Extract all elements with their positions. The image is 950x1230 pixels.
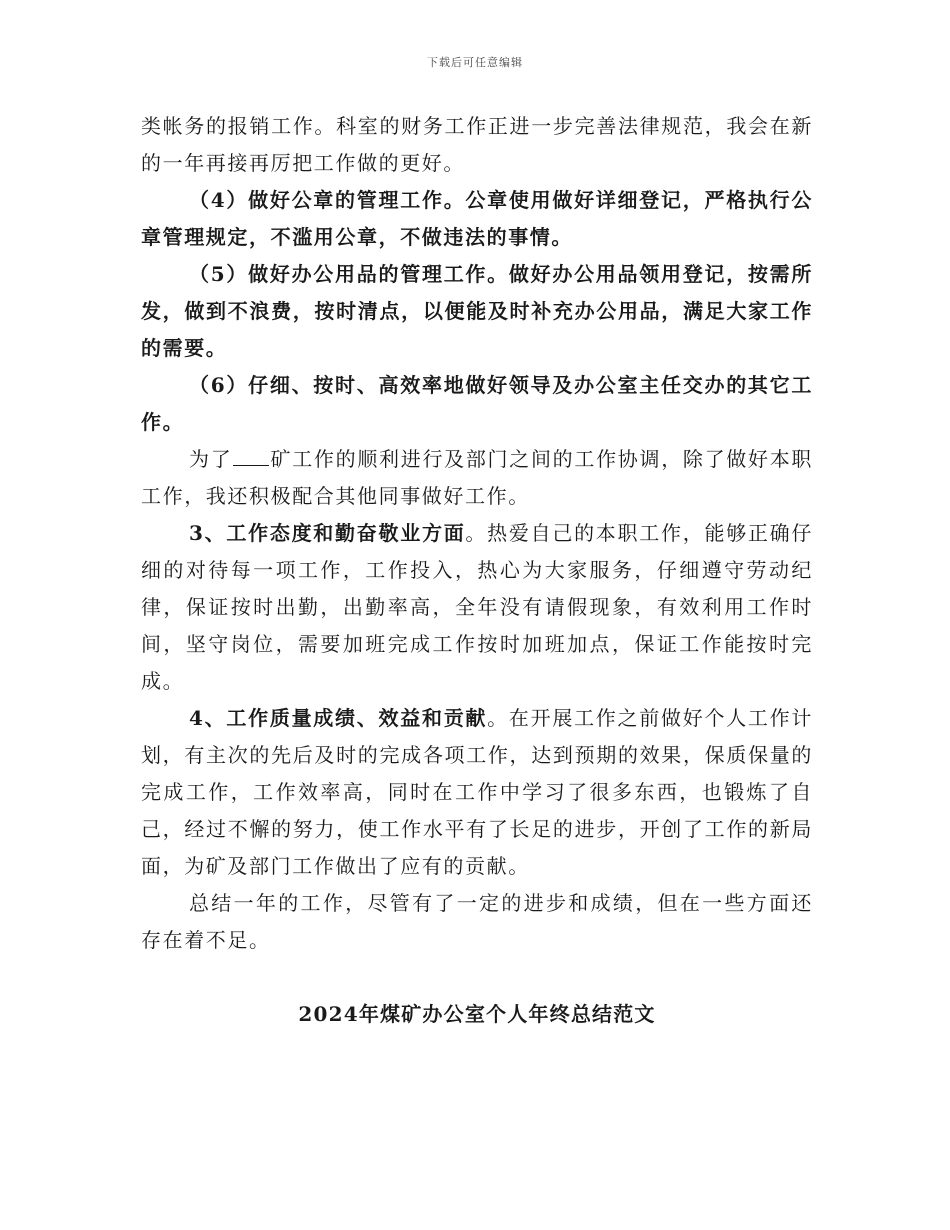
paragraph-work-quality (141, 700, 813, 885)
work-quality-heading: 4、工作质量成绩、效益和贡献 (189, 706, 488, 730)
document-body (141, 108, 813, 1033)
paragraph-work-attitude (141, 515, 813, 700)
paragraph-office-supplies: （5）做好办公用品的管理工作。做好办公用品领用登记，按需所发，做到不浪费，按时清点，以便能及时补充办公用品，满足大家工作的需要。 (141, 262, 813, 360)
document-title: 2024年煤矿办公室个人年终总结范文 (298, 1002, 656, 1026)
work-quality-body: 。在开展工作之前做好个人工作计划，有主次的先后及时的完成各项工作，达到预期的效果，保质保量的完成工作，工作效率高，同时在工作中学习了很多东西，也锻炼了自己，经过不懈的努力，使工作水平有了长足的进步，开创了工作的新局面，为矿及部门工作做出了应有的贡献。 (141, 706, 813, 878)
paragraph-finance-continuation: 类帐务的报销工作。科室的财务工作正进一步完善法律规范，我会在新的一年再接再厉把工作做的更好。 (141, 114, 813, 175)
coordination-text-after: 矿工作的顺利进行及部门之间的工作协调，除了做好本职工作，我还积极配合其他同事做好工作。 (141, 447, 814, 508)
blank-underline (233, 447, 269, 466)
paragraph-coordination (141, 441, 813, 515)
coordination-text-before: 为了 (189, 447, 233, 471)
header-note: 下载后可任意编辑 (427, 56, 523, 69)
work-attitude-body: 。热爱自己的本职工作，能够正确仔细的对待每一项工作，工作投入，热心为大家服务，仔细遵守劳动纪律，保证按时出勤，出勤率高，全年没有请假现象，有效利用工作时间，坚守岗位，需要加班完成工作按时加班加点，保证工作能按时完成。 (141, 521, 813, 693)
paragraph-seal-management: （4）做好公章的管理工作。公章使用做好详细登记，严格执行公章管理规定，不滥用公章，不做违法的事情。 (141, 188, 813, 249)
paragraph-assigned-tasks: （6）仔细、按时、高效率地做好领导及办公室主任交办的其它工作。 (141, 373, 813, 434)
paragraph-summary: 总结一年的工作，尽管有了一定的进步和成绩，但在一些方面还存在着不足。 (141, 891, 813, 952)
work-attitude-heading: 3、工作态度和勤奋敬业方面 (189, 521, 466, 545)
